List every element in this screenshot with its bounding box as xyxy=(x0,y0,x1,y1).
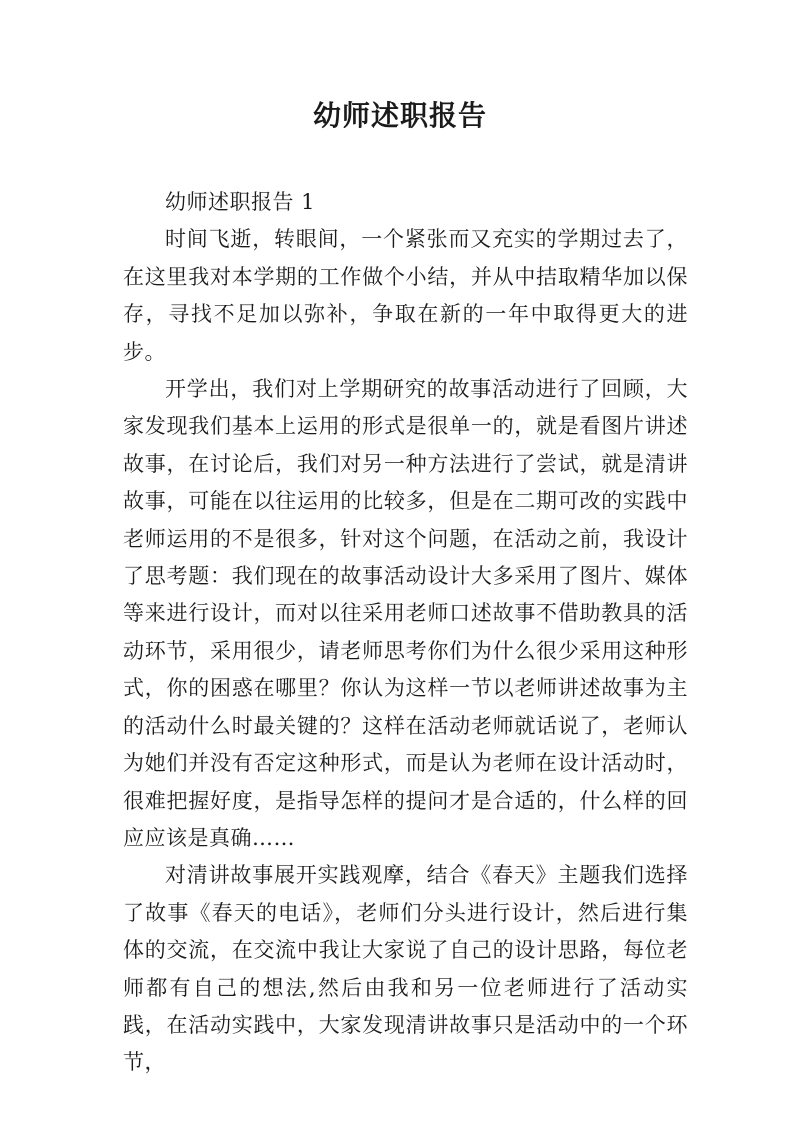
section-heading: 幼师述职报告 1 xyxy=(165,190,316,214)
paragraph: 对清讲故事展开实践观摩，结合《春天》主题我们选择了故事《春天的电话》，老师们分头进行设计，然后进行集体的交流，在交流中我让大家说了自己的设计思路，每位老师都有自己的想法,然后由我和另一位老师进行了活动实践，在活动实践中，大家发现清讲故事只是活动中的一个环节， xyxy=(123,863,688,1075)
document-body xyxy=(123,184,688,1082)
document-title: 幼师述职报告 xyxy=(312,99,487,132)
paragraph: 时间飞逝，转眼间，一个紧张而又充实的学期过去了，在这里我对本学期的工作做个小结，并从中拮取精华加以保存，寻找不足加以弥补，争取在新的一年中取得更大的进步。 xyxy=(123,227,688,364)
paragraph: 开学出，我们对上学期研究的故事活动进行了回顾，大家发现我们基本上运用的形式是很单一的，就是看图片讲述故事，在讨论后，我们对另一种方法进行了尝试，就是清讲故事，可能在以往运用的比较多，但是在二期可改的实践中老师运用的不是很多，针对这个问题，在活动之前，我设计了思考题：我们现在的故事活动设计大多采用了图片、媒体等来进行设计，而对以往采用老师口述故事不借助教具的活动环节，采用很少，请老师思考你们为什么很少采用这种形式，你的困惑在哪里？你认为这样一节以老师讲述故事为主的活动什么时最关键的？这样在活动老师就话说了，老师认为她们并没有否定这种形式，而是认为老师在设计活动时，很难把握好度，是指导怎样的提问才是合适的，什么样的回应应该是真确…… xyxy=(123,377,688,850)
